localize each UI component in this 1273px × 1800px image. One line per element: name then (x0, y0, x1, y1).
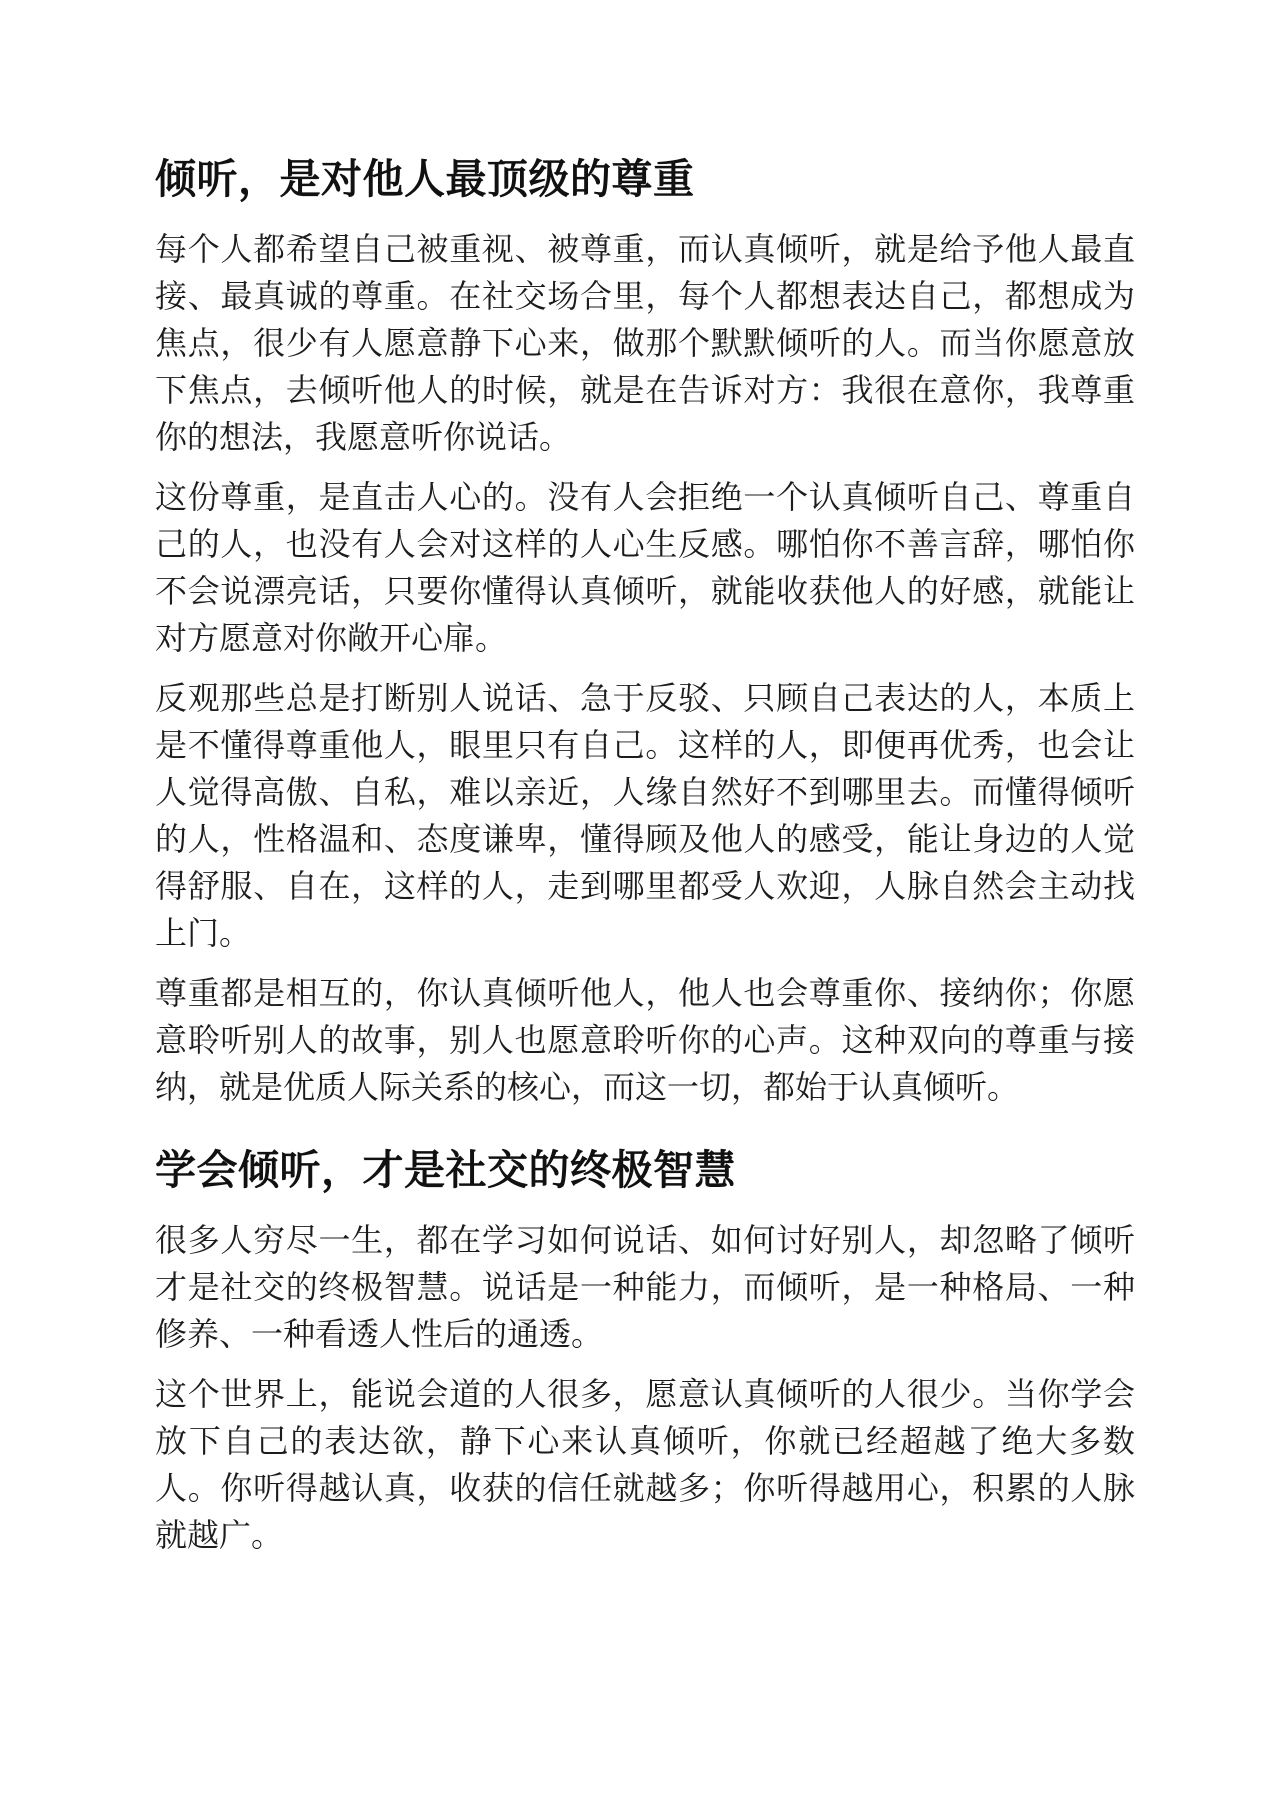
paragraph: 尊重都是相互的，你认真倾听他人，他人也会尊重你、接纳你；你愿意聆听别人的故事，别人也愿意聆听你的心声。这种双向的尊重与接纳，就是优质人际关系的核心，而这一切，都始于认真倾听。 (155, 974, 1135, 1106)
paragraph: 很多人穷尽一生，都在学习如何说话、如何讨好别人，却忽略了倾听才是社交的终极智慧。说话是一种能力，而倾听，是一种格局、一种修养、一种看透人性后的通透。 (155, 1221, 1135, 1353)
paragraph: 每个人都希望自己被重视、被尊重，而认真倾听，就是给予他人最直接、最真诚的尊重。在社交场合里，每个人都想表达自己，都想成为焦点，很少有人愿意静下心来，做那个默默倾听的人。而当你愿意放下焦点，去倾听他人的时候，就是在告诉对方：我很在意你，我尊重你的想法，我愿意听你说话。 (155, 230, 1135, 456)
paragraph: 这个世界上，能说会道的人很多，愿意认真倾听的人很少。当你学会放下自己的表达欲，静下心来认真倾听，你就已经超越了绝大多数人。你听得越认真，收获的信任就越多；你听得越用心，积累的人脉就越广。 (155, 1375, 1135, 1554)
section-heading-wisdom: 学会倾听，才是社交的终极智慧 (155, 1146, 736, 1194)
paragraph: 这份尊重，是直击人心的。没有人会拒绝一个认真倾听自己、尊重自己的人，也没有人会对这样的人心生反感。哪怕你不善言辞，哪怕你不会说漂亮话，只要你懂得认真倾听，就能收获他人的好感，就能让对方愿意对你敞开心扉。 (155, 478, 1135, 657)
article-body (155, 150, 1135, 1572)
paragraph: 反观那些总是打断别人说话、急于反驳、只顾自己表达的人，本质上是不懂得尊重他人，眼里只有自己。这样的人，即便再优秀，也会让人觉得高傲、自私，难以亲近，人缘自然好不到哪里去。而懂得倾听的人，性格温和、态度谦卑，懂得顾及他人的感受，能让身边的人觉得舒服、自在，这样的人，走到哪里都受人欢迎，人脉自然会主动找上门。 (155, 679, 1135, 952)
section-heading-respect: 倾听，是对他人最顶级的尊重 (155, 155, 695, 203)
